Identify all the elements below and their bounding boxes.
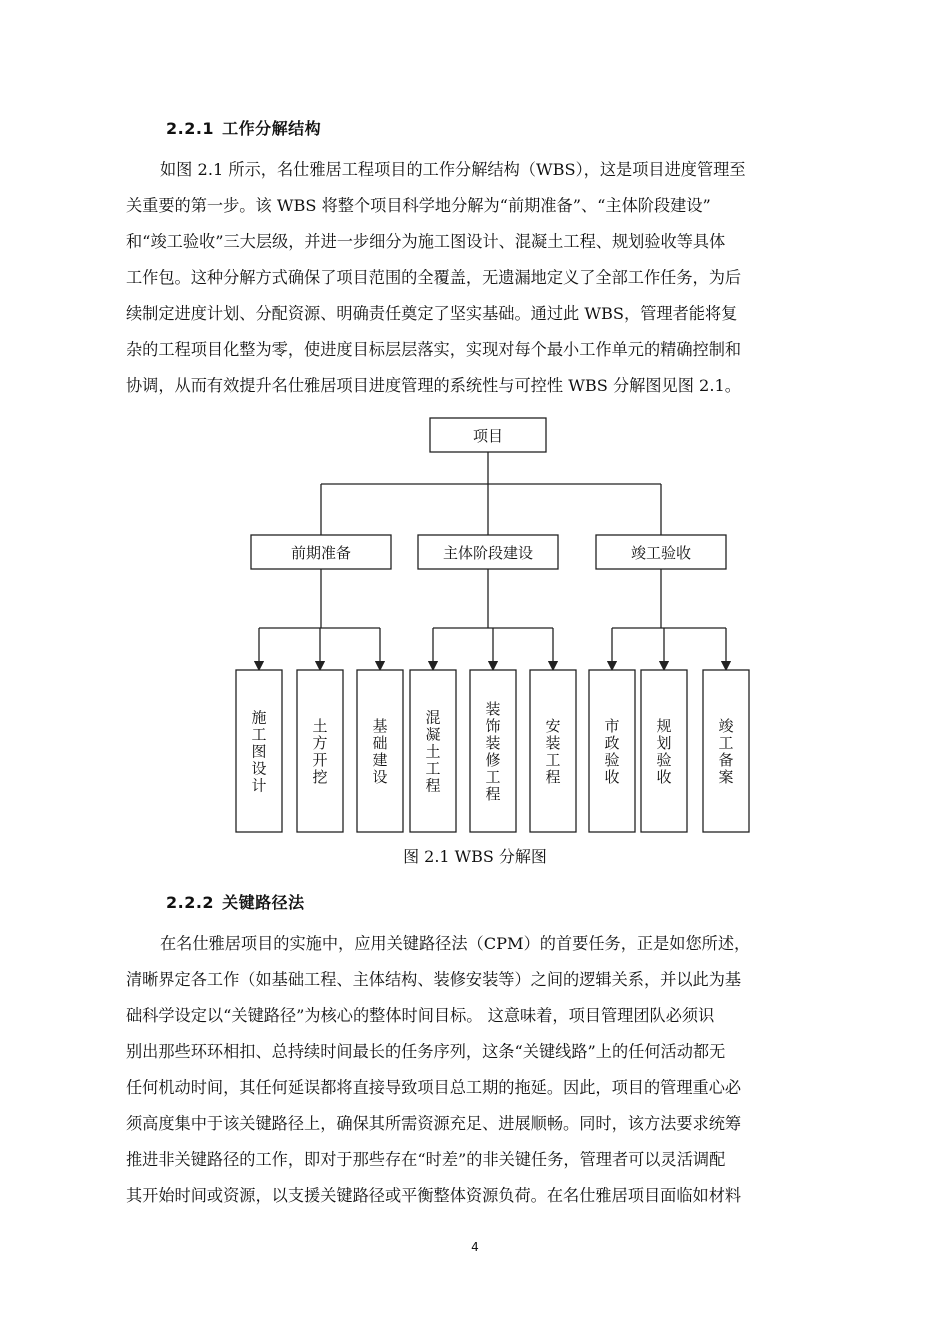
task-node-label: 竣工备案 — [718, 717, 734, 786]
task-node-label: 混凝土工程 — [425, 708, 441, 795]
figure-caption: 图 2.1 WBS 分解图 — [403, 847, 547, 866]
task-node-label: 基础建设 — [372, 717, 388, 786]
paragraph-line: 清晰界定各工作（如基础工程、主体结构、装修安装等）之间的逻辑关系，并以此为基 — [126, 970, 742, 989]
paragraph-line: 须高度集中于该关键路径上，确保其所需资源充足、进展顺畅。同时，该方法要求统筹 — [126, 1114, 742, 1133]
section-number: 2.2.2 — [166, 893, 215, 912]
paragraph-line: 别出那些环环相扣、总持续时间最长的任务序列，这条“关键线路”上的任何活动都无 — [126, 1042, 726, 1061]
paragraph-line: 工作包。这种分解方式确保了项目范围的全覆盖，无遗漏地定义了全部工作任务，为后 — [126, 268, 742, 287]
task-node-label: 安装工程 — [545, 717, 561, 786]
phase-node-label: 主体阶段建设 — [442, 544, 534, 562]
page-number: 4 — [471, 1240, 479, 1254]
task-node-label: 施工图设计 — [251, 708, 267, 795]
paragraph-line: 其开始时间或资源，以支援关键路径或平衡整体资源负荷。在名仕雅居项目面临如材料 — [126, 1186, 742, 1205]
task-node-label: 规划验收 — [656, 717, 672, 786]
paragraph-line: 续制定进度计划、分配资源、明确责任奠定了坚实基础。通过此 WBS，管理者能将复 — [126, 304, 738, 323]
paragraph-line: 协调，从而有效提升名仕雅居项目进度管理的系统性与可控性 WBS 分解图见图 2.1。 — [126, 376, 741, 395]
task-node-label: 土方开挖 — [312, 717, 328, 786]
section-title: 关键路径法 — [222, 893, 305, 912]
section-number: 2.2.1 — [166, 119, 215, 138]
paragraph-line: 和“竣工验收”三大层级，并进一步细分为施工图设计、混凝土工程、规划验收等具体 — [126, 232, 726, 251]
phase-node-label: 竣工验收 — [630, 544, 692, 562]
paragraph-line: 杂的工程项目化整为零，使进度目标层层落实，实现对每个最小工作单元的精确控制和 — [126, 340, 742, 359]
paragraph-line: 任何机动时间，其任何延误都将直接导致项目总工期的拖延。因此，项目的管理重心必 — [126, 1078, 742, 1097]
paragraph-line: 在名仕雅居项目的实施中，应用关键路径法（CPM）的首要任务，正是如您所述， — [160, 934, 751, 953]
paragraph-cpm — [126, 926, 858, 1214]
paragraph-line: 关重要的第一步。该 WBS 将整个项目科学地分解为“前期准备”、“主体阶段建设” — [126, 196, 711, 215]
task-node-label: 市政验收 — [604, 717, 620, 786]
diagram-nodes — [236, 418, 749, 832]
paragraph-line: 如图 2.1 所示，名仕雅居工程项目的工作分解结构（WBS），这是项目进度管理至 — [160, 160, 746, 179]
paragraph-line: 推进非关键路径的工作，即对于那些存在“时差”的非关键任务，管理者可以灵活调配 — [126, 1150, 726, 1169]
task-node-label: 装饰装修工程 — [485, 700, 501, 803]
section-title: 工作分解结构 — [222, 119, 322, 138]
phase-node-label: 前期准备 — [290, 544, 352, 562]
root-node-label: 项目 — [472, 427, 504, 445]
paragraph-line: 础科学设定以“关键路径”为核心的整体时间目标。 这意味着，项目管理团队必须识 — [126, 1006, 715, 1025]
section-heading-2-2-2 — [166, 890, 305, 913]
